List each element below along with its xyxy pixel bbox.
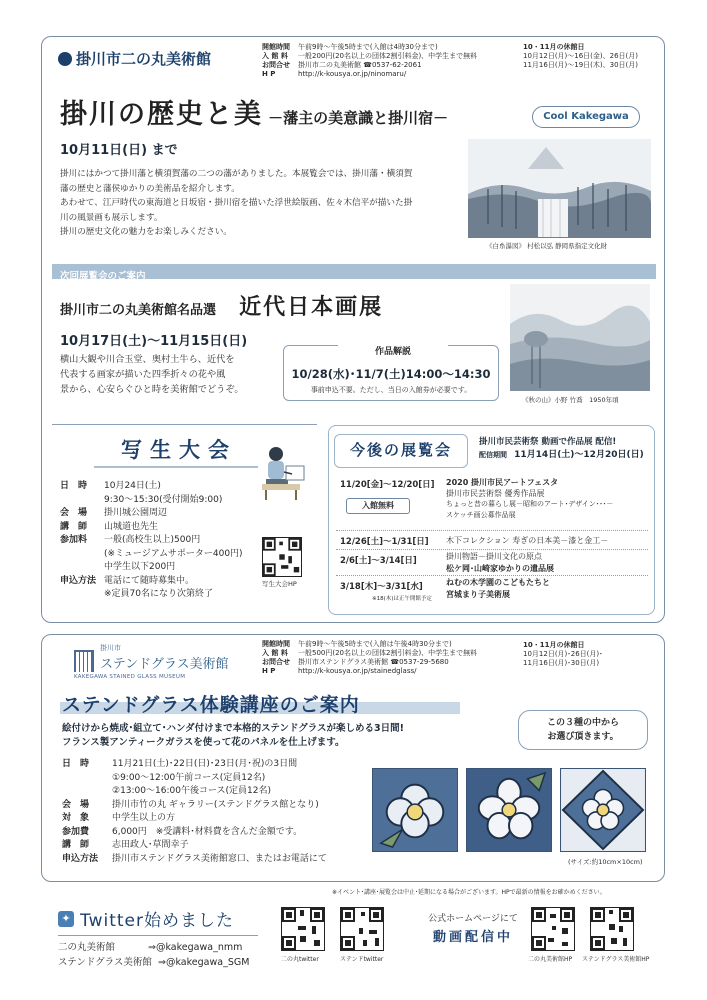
exhibit-title: 掛川の歴史と美	[60, 99, 263, 130]
stained-glass-name-en: KAKEGAWA STAINED GLASS MUSEUM	[74, 674, 186, 680]
future-exhibitions-title: 今後の展覧会	[349, 441, 452, 459]
future-item-lines: ねむの木学園のこどもたちと 宮城まり子美術展	[446, 578, 550, 599]
next-exhibit-prefix: 掛川市二の丸美術館名品選	[60, 303, 217, 318]
course-details	[62, 758, 362, 866]
future-item	[336, 531, 648, 550]
stained-glass-name: ステンドグラス美術館	[100, 657, 229, 672]
future-item-lines: 掛川物語－掛川文化の原点 松ケ岡･山崎家ゆかりの遺品展	[446, 552, 554, 573]
info-row: H P http://k-kousya.or.jp/stainedglass/	[262, 667, 417, 675]
course-row-instructor: 講 師 志田政人･草間幸子	[62, 840, 189, 850]
future-item-date: 11/20[金]～12/20[日]	[340, 480, 435, 490]
course-row-apply: 申込方法 掛川市ステンドグラス美術館窓口、またはお電話にて	[62, 853, 327, 864]
twitter-handle-link[interactable]: ⇒@kakegawa_SGM	[158, 957, 250, 968]
sketch-row-date: 日 時 10月24日(土) 9:30～15:30(受付開始9:00)	[60, 481, 223, 505]
course-row-date: 日 時 11月21日(土)･22日(日)･23日(月･祝)の3日間 ①9:00～12:00午前コース(定員12名) ②13:00～16:00午後コース(定員12名)	[62, 759, 298, 796]
stained-glass-tile-camellia	[372, 768, 458, 852]
twitter-account-row: ステンドグラス美術館 ⇒@kakegawa_SGM	[58, 957, 250, 968]
cancellation-notice: ※イベント･講座･展覧会は中止･延期になる場合がございます。HPで最新の情報をお確かめください。	[332, 889, 606, 896]
gallery-talk-box	[283, 345, 499, 401]
sketch-row-venue: 会 場 掛川城公園周辺	[60, 508, 168, 518]
info-row: 開館時間 午前9時～午後5時まで(入館は4時30分まで)	[262, 43, 438, 51]
exhibit-dates: 10月11日(日) まで	[60, 143, 178, 158]
stained-glass-hp-link[interactable]: http://k-kousya.or.jp/stainedglass/	[298, 667, 417, 675]
future-item-lines: 木下コレクション 寿ぎの日本美－漆と金工－	[446, 536, 609, 545]
twitter-title: Twitter始めました	[80, 911, 234, 931]
choose-note-bubble: この３種の中から お選び頂きます。	[518, 710, 648, 750]
future-item-date: 12/26[土]～1/31[日]	[340, 537, 429, 547]
ninomaru-hp-qr-code[interactable]	[531, 907, 575, 951]
free-admission-badge: 入館無料	[346, 498, 410, 514]
ninomaru-logo-icon	[58, 52, 72, 66]
next-exhibit-heading	[60, 290, 383, 321]
future-item-date: 2/6[土]～3/14[日]	[340, 556, 417, 566]
waterfall-caption: 《白糸瀑図》 村松以弘 静岡県指定文化財	[486, 242, 608, 250]
next-exhibit-banner-label: 次回展覧会のご案内	[60, 271, 146, 282]
twitter-account-row: 二の丸美術館 ⇒@kakegawa_nmm	[58, 942, 243, 953]
video-streaming-note: 公式ホームページにて 動画配信中	[428, 914, 518, 945]
stained-glass-hp-qr-caption: ステンドグラス美術館HP	[582, 956, 650, 963]
future-item-date: 3/18[木]～3/31[水]	[340, 582, 423, 592]
sketch-event-qr-caption: 写生大会HP	[262, 580, 297, 588]
ninomaru-name: 掛川市二の丸美術館	[76, 50, 212, 68]
sketch-event-title: 写生大会	[121, 438, 237, 462]
future-item-note: ※18(木)は正午開館予定	[372, 596, 432, 602]
ninomaru-hp-link[interactable]: http://k-kousya.or.jp/ninomaru/	[298, 70, 407, 78]
info-row: 開館時間 午前9時～午後5時まで(入館は午後4時30分まで)	[262, 640, 452, 648]
twitter-bird-icon: ✦	[58, 911, 74, 927]
future-item-lines: 2020 掛川市民アートフェスタ 掛川市民芸術祭 優秀作品展 ちょっと昔の暮らし展－昭和のアート･デザイン･･･－ スケッチ画公募作品展	[446, 478, 614, 519]
future-item	[336, 474, 648, 531]
tile-size-caption: (サイズ:約10cm×10cm)	[568, 858, 643, 866]
course-intro: 絵付けから焼成･組立て･ハンダ付けまで本格的ステンドグラスが楽しめる3日間! フランス製アンティークガラスを使って花のパネルを仕上げます。	[62, 723, 404, 748]
sketch-event-qr-code[interactable]	[262, 537, 302, 577]
ninomaru-closed: 10・11月の休館日 10月12日(月)～16日(金)、26日(月) 11月16日(月)～19日(木)、30日(月)	[523, 43, 639, 69]
stained-glass-city: 掛川市	[100, 644, 121, 652]
sketch-title-underline	[94, 466, 258, 468]
exhibit-subtitle: －藩主の美意識と掛川宿－	[268, 109, 449, 127]
info-row: 入 館 料 一般200円(20名以上の団体2割引料金)、中学生まで無料	[262, 52, 478, 60]
ninomaru-twitter-qr-code[interactable]	[281, 907, 325, 951]
sketch-row-apply: 申込方法 電話にて随時募集中。 ※定員70名になり次第終了	[60, 575, 213, 599]
stained-glass-hp-qr-code[interactable]	[590, 907, 634, 951]
twitter-section	[58, 906, 278, 971]
stained-glass-tile-rose	[560, 768, 646, 852]
gallery-talk-title: 作品解説	[338, 345, 448, 359]
twitter-handle-link[interactable]: ⇒@kakegawa_nmm	[148, 942, 243, 953]
promo-title: 掛川市民芸術祭 動画で作品展 配信!	[479, 437, 617, 447]
ninomaru-hp-qr-caption: 二の丸美術館HP	[528, 956, 573, 963]
ninomaru-logo	[58, 48, 211, 69]
sketch-row-fee: 参加料 一般(高校生以上)500円 (※ミュージアムサポーター400円) 中学生以下200円	[60, 535, 243, 572]
art-festival-promo	[479, 436, 651, 463]
next-exhibit-banner	[52, 264, 656, 282]
info-row: 入 館 料 一般500円(20名以上の団体2割引料金)、中学生まで無料	[262, 649, 478, 657]
next-exhibit-title: 近代日本画展	[239, 294, 384, 320]
next-exhibit-description: 横山大観や川合玉堂、奥村土牛ら、近代を 代表する画家が描いた四季折々の花や風 景から、心安らぐひと時を美術館でどうぞ。	[60, 354, 244, 395]
course-title: ステンドグラス体験講座のご案内	[62, 694, 360, 716]
info-row: H P http://k-kousya.or.jp/ninomaru/	[262, 70, 407, 78]
exhibit-heading	[60, 92, 448, 131]
qr-pattern	[263, 538, 301, 576]
promo-dates: 11月14日(土)～12月20日(日)	[514, 450, 644, 460]
next-exhibit-dates: 10月17日(土)～11月15日(日)	[60, 334, 248, 349]
waterfall-painting	[468, 139, 651, 238]
course-row-target: 対 象 中学生以上の方	[62, 813, 176, 823]
ninomaru-twitter-qr-caption: 二の丸twitter	[281, 956, 319, 963]
sketch-row-instructor: 講 師 山城道也先生	[60, 521, 159, 532]
future-item	[336, 551, 648, 576]
stained-glass-info	[262, 640, 512, 676]
stained-glass-closed: 10・11月の休館日 10月12日(月)･26日(月)･ 11月16日(月)･30日(月)	[523, 641, 603, 667]
promo-label: 配信期間	[479, 451, 507, 459]
stained-glass-logo	[74, 643, 228, 680]
future-exhibitions-title-box	[334, 434, 468, 468]
future-item	[336, 577, 648, 607]
gallery-talk-note: 事前申込不要。ただし、当日の入館券が必要です。	[310, 386, 472, 394]
info-row: お問合せ 掛川市ステンドグラス美術館 ☎0537-29-5680	[262, 658, 449, 666]
cool-kakegawa-badge: Cool Kakegawa	[532, 106, 640, 128]
stained-glass-tile-flower	[466, 768, 552, 852]
museum-building-icon	[74, 650, 94, 672]
autumn-mountain-caption: 《秋の山》小野 竹喬 1950年頃	[522, 396, 619, 404]
exhibit-description: 掛川にはかつて掛川藩と横須賀藩の二つの藩がありました。本展覧会では、掛川藩・横須賀 藩の歴史と藩侯ゆかりの美術品を紹介します。 あわせて、江戸時代の東海道と日坂宿・掛川宿を描いた浮世絵版画、佐々木信平が描いた掛 川の風景画も展示します。 掛川の歴史文化の魅力をお楽しみください。	[60, 169, 413, 237]
stained-twitter-qr-code[interactable]	[340, 907, 384, 951]
ninomaru-info	[262, 43, 502, 79]
course-row-venue: 会 場 掛川市竹の丸 ギャラリー(ステンドグラス館となり)	[62, 799, 319, 810]
autumn-mountain-painting	[510, 284, 650, 391]
gallery-talk-time: 10/28(水)･11/7(土)14:00～14:30	[291, 367, 491, 381]
stained-twitter-qr-caption: ステンドtwitter	[340, 956, 384, 963]
course-row-fee: 参加費 6,000円 ※受講料･材料費を含んだ金額です。	[62, 826, 303, 837]
info-row: お問合せ 掛川市二の丸美術館 ☎0537-62-2061	[262, 61, 422, 69]
